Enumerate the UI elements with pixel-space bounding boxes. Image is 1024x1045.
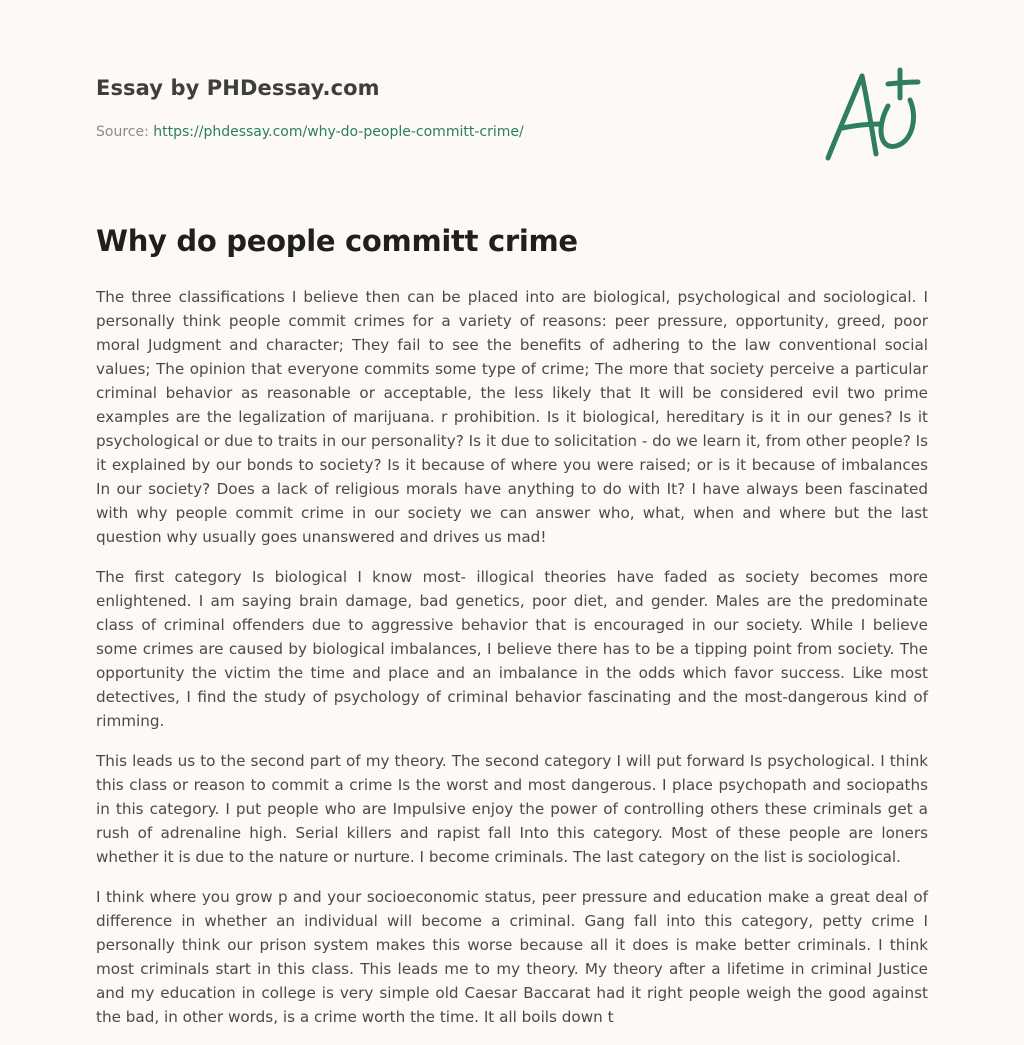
essay-body	[96, 285, 928, 1045]
essay-paragraph: The three classifications I believe then can be placed into are biological, psychological and sociological. I personally think people commit crimes for a variety of reasons: peer pressure, opportunity, greed, poor moral Judgment and character; They fail to see the benefits of adhering to the law conventional social values; The opinion that everyone commits some type of crime; The more that society perceive a particular criminal behavior as reasonable or acceptable, the less likely that It will be considered evil two prime examples are the legalization of marijuana. r prohibition. Is it biological, hereditary is it in our genes? Is it psychological or due to traits in our personality? Is it due to solicitation - do we learn it, from other people? Is it explained by our bonds to society? Is it because of where you were raised; or is it because of imbalances In our society? Does a lack of religious morals have anything to do with It? I have always been fascinated with why people commit crime in our society we can answer who, what, when and where but the last question why usually goes unanswered and drives us mad!	[96, 288, 928, 546]
essay-paragraph: The first category Is biological I know most- illogical theories have faded as society becomes more enlightened. I am saying brain damage, bad genetics, poor diet, and gender. Males are the predominate class of criminal offenders due to aggressive behavior that is encouraged in our society. While I believe some crimes are caused by biological imbalances, I believe there has to be a tipping point from society. The opportunity the victim the time and place and an imbalance in the odds which favor success. Like most detectives, I find the study of psychology of criminal behavior fascinating and the most-dangerous kind of rimming.	[96, 568, 928, 730]
source-label: Source:	[96, 124, 149, 140]
a-plus-logo-icon	[818, 66, 930, 166]
site-brand: Essay by PHDessay.com	[96, 76, 380, 100]
source-line	[96, 124, 524, 140]
essay-paragraph: I think where you grow p and your socioeconomic status, peer pressure and education make a great deal of difference in whether an individual will become a criminal. Gang fall into this category, petty crime I personally think our prison system makes this worse because all it does is make better criminals. I think most criminals start in this class. This leads me to my theory. My theory after a lifetime in criminal Justice and my education in college is very simple old Caesar Baccarat had it right people weigh the good against the bad, in other words, is a crime worth the time. It all boils down t	[96, 888, 928, 1026]
source-link[interactable]: https://phdessay.com/why-do-people-committ-crime/	[153, 124, 524, 140]
essay-paragraph: This leads us to the second part of my theory. The second category I will put forward Is psychological. I think this class or reason to commit a crime Is the worst and most dangerous. I place psychopath and sociopaths in this category. I put people who are Impulsive enjoy the power of controlling others these criminals get a rush of adrenaline high. Serial killers and rapist fall Into this category. Most of these people are loners whether it is due to the nature or nurture. I become criminals. The last category on the list is sociological.	[96, 752, 928, 866]
essay-title: Why do people committ crime	[96, 224, 578, 258]
